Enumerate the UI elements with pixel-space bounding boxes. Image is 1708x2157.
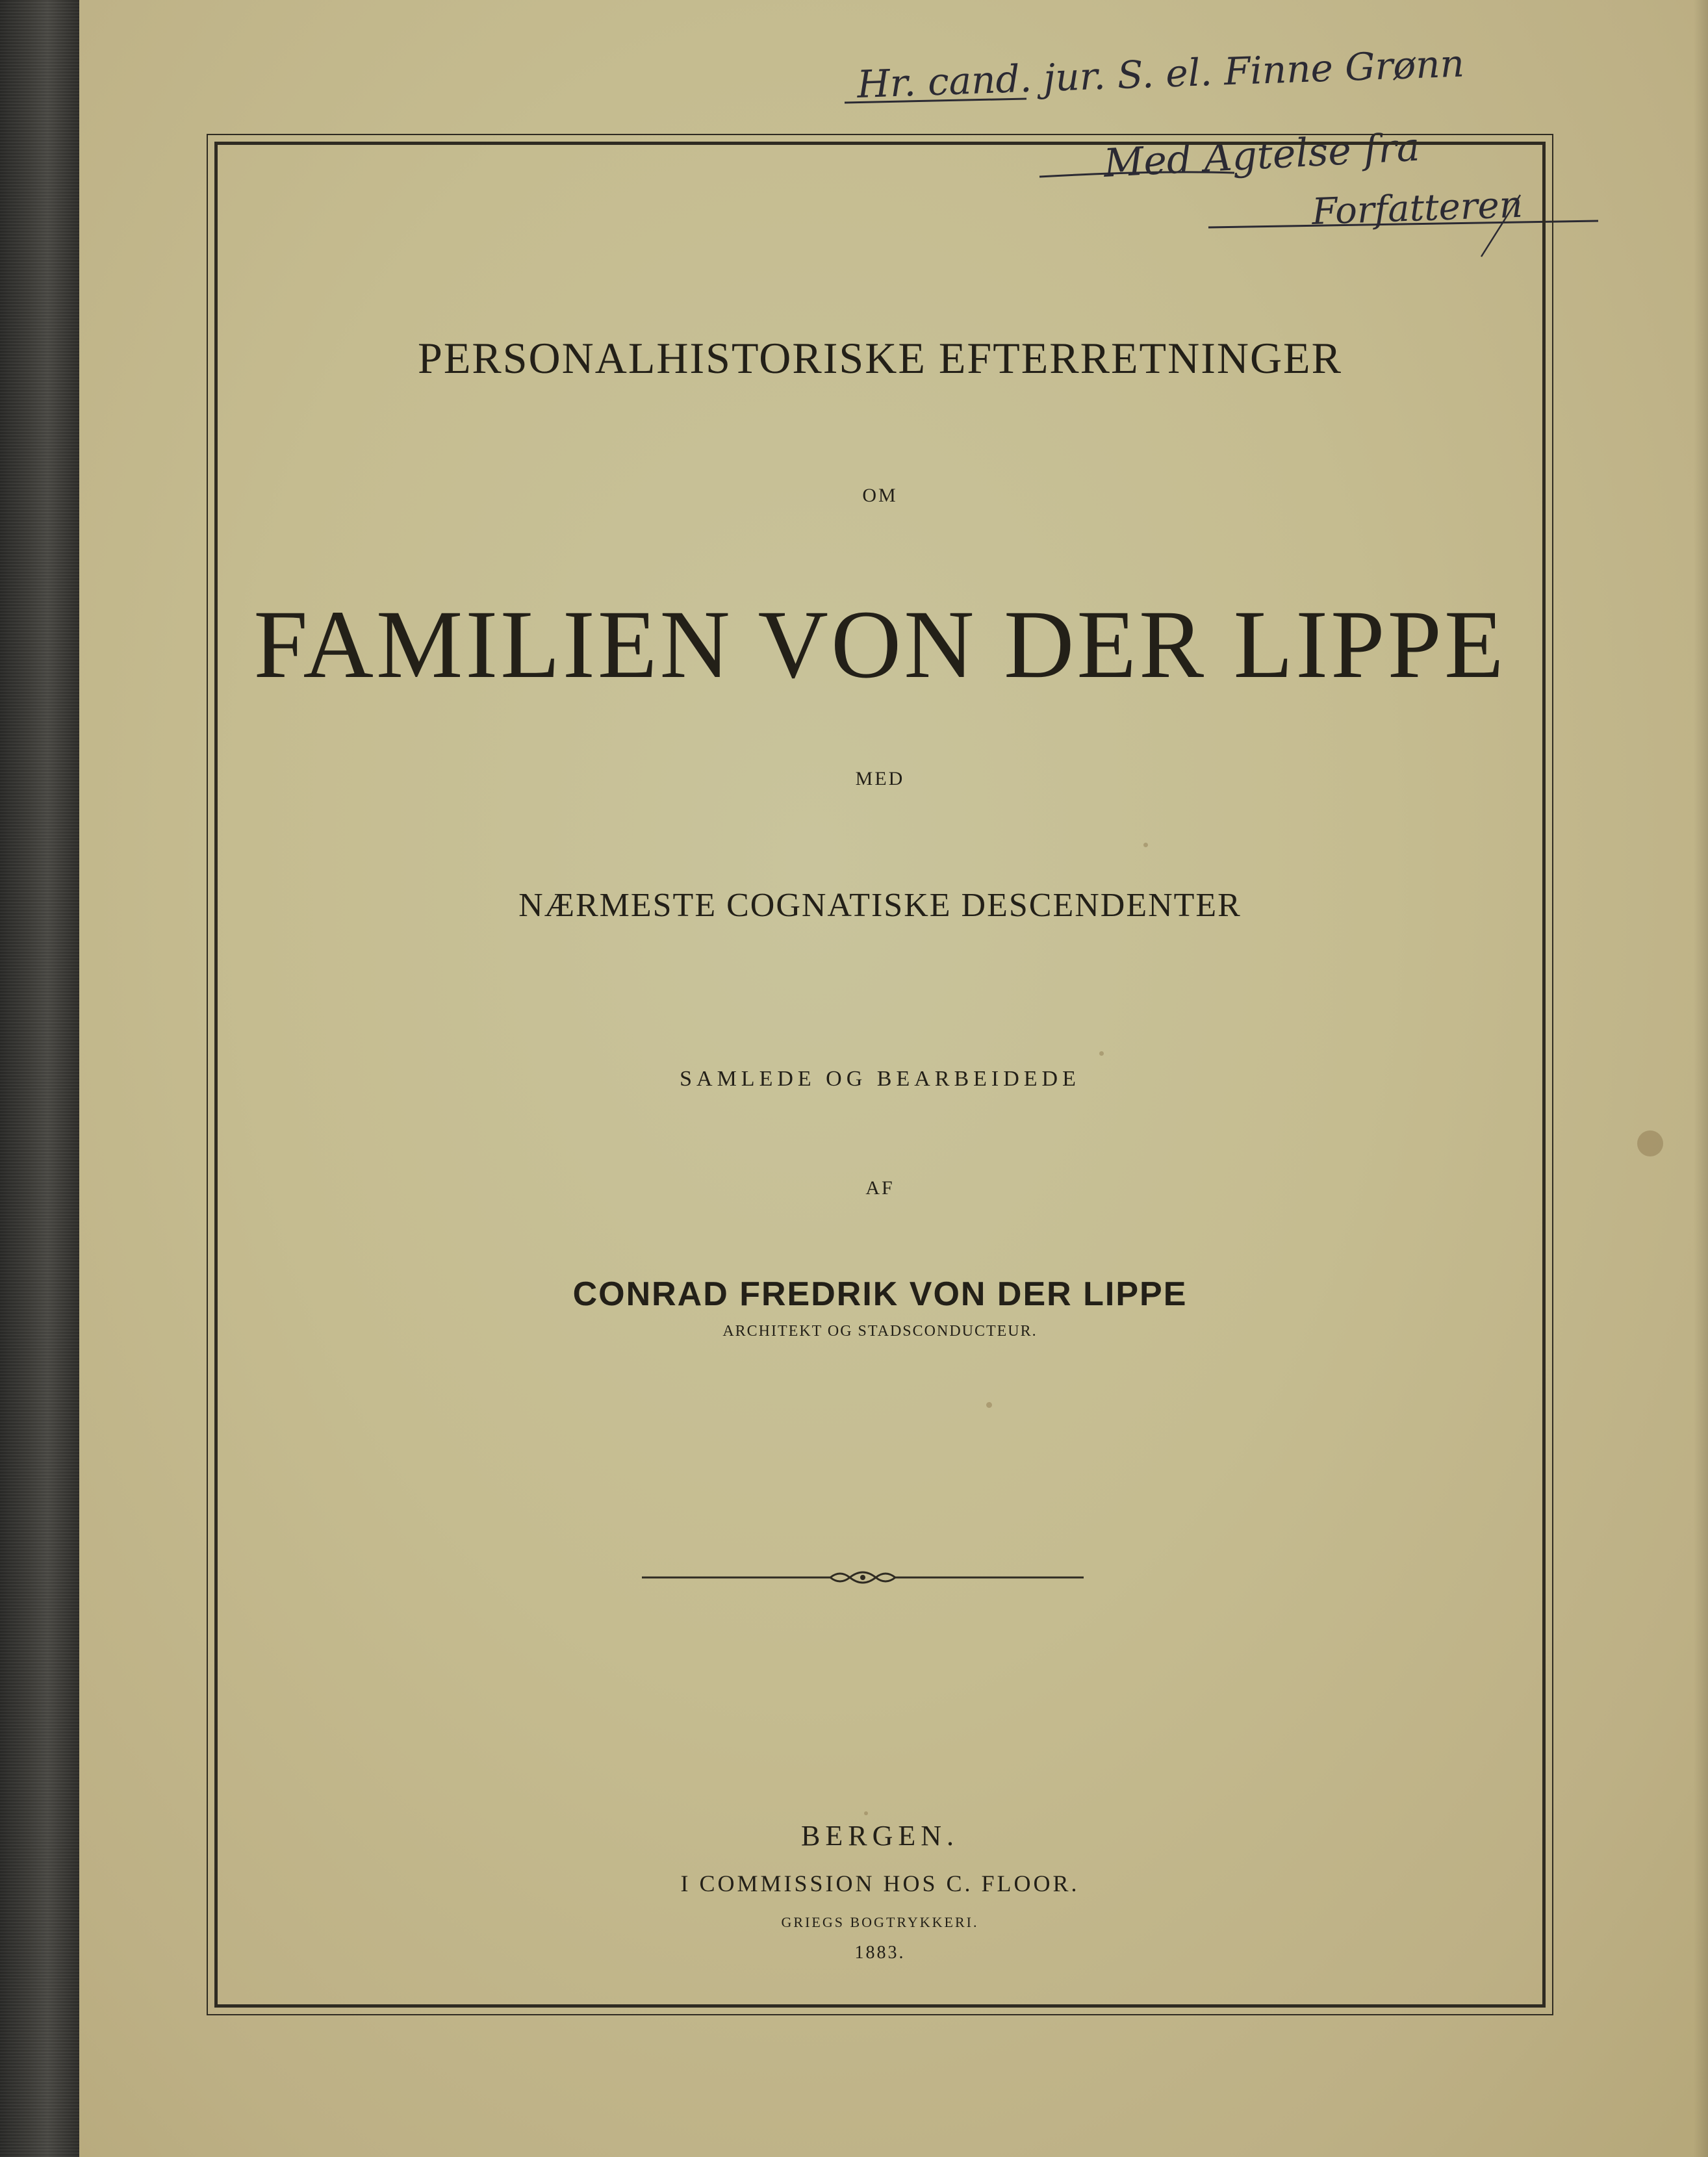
- inscription-line-2: Med Agtelse fra: [1103, 124, 1421, 186]
- connector-om: OM: [862, 485, 898, 506]
- inscription-line-1: Hr. cand. jur. S. el. Finne Grønn: [856, 41, 1465, 107]
- connector-af: AF: [865, 1177, 895, 1199]
- publisher: I COMMISSION HOS C. FLOOR.: [680, 1870, 1080, 1896]
- spine-cloth-texture: [0, 0, 79, 2157]
- ornament-divider: [642, 1564, 1084, 1590]
- publication-year: 1883.: [854, 1943, 906, 1963]
- book-spine: [0, 0, 79, 2157]
- publication-city: BERGEN.: [801, 1820, 959, 1852]
- series-title: PERSONALHISTORISKE EFTERRETNINGER: [418, 333, 1342, 383]
- connector-med: MED: [855, 768, 905, 789]
- author-name: CONRAD FREDRIK VON DER LIPPE: [572, 1275, 1188, 1313]
- inscription-line-3: Forfatteren: [1311, 183, 1523, 233]
- main-title: FAMILIEN VON DER LIPPE: [253, 591, 1507, 698]
- foxing-spot: [1637, 1130, 1663, 1156]
- compiled-note: SAMLEDE OG BEARBEIDEDE: [680, 1067, 1080, 1091]
- author-title: ARCHITEKT OG STADSCONDUCTEUR.: [722, 1323, 1038, 1340]
- cover-edge-shadow: [1694, 0, 1708, 2157]
- printer: GRIEGS BOGTRYKKERI.: [781, 1914, 979, 1930]
- subtitle: NÆRMESTE COGNATISKE DESCENDENTER: [518, 887, 1242, 924]
